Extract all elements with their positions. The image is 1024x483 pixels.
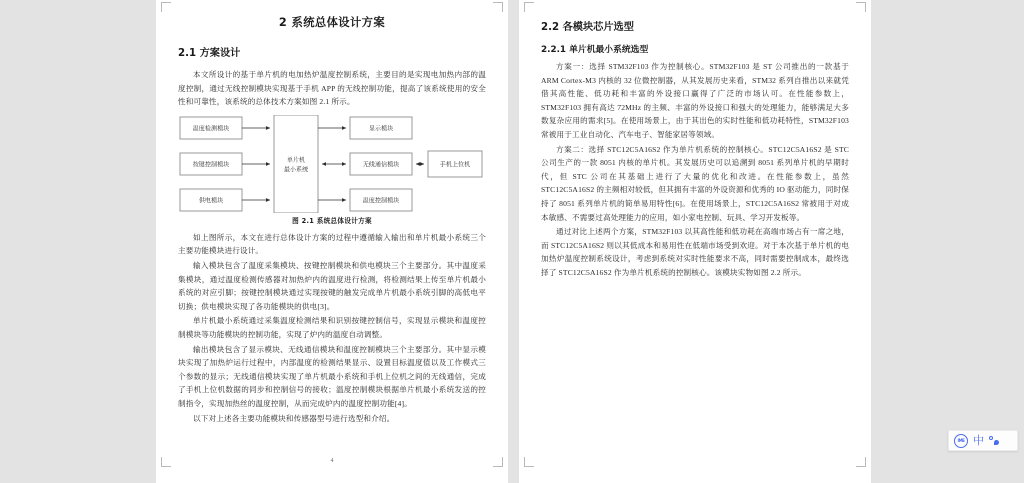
diagram-box-temp-control: 温度控制模块 xyxy=(362,197,400,205)
diagram-box-power-supply: 供电模块 xyxy=(198,197,224,205)
diagram-box-mcu-line2: 最小系统 xyxy=(283,166,309,174)
ime-language-mode-button[interactable]: 中 xyxy=(973,434,984,447)
paragraph: 单片机最小系统通过采集温度检测结果和识别按键控制信号，实现显示模块和温度控制模块等功能模块的控制功能，实现了炉内的温度自动调整。 xyxy=(178,316,486,339)
ime-toolbox-icon[interactable] xyxy=(989,435,1000,447)
section-title-2-2: 2.2 各模块芯片选型 xyxy=(541,22,634,33)
ime-logo-icon[interactable]: IME xyxy=(954,434,968,448)
paragraph: 方案二：选择 STC12C5A16S2 作为单片机系统的控制核心。STC12C5A16S2 是 STC 公司生产的一款 8051 内核的单片机。其发展历史可以追溯到 8051 系列单片机的早期时代，但 STC 公司在其基础上进行了大量的优化和改进。在性能参数上，虽然 STC12C5A16S2 的主频相对较低，但其拥有丰富的外设资源和优秀的 IO 驱动能力，同时保持了 8051 系列单片机的简单易用特性[6]。在使用场景上，STC12C5A16S2 常被用于对成本敏感、不需要过高处理能力的应用，如小家电控制、玩具、学习开发板等。 xyxy=(541,144,849,222)
document-page-left[interactable] xyxy=(156,0,508,483)
ime-floating-bar[interactable] xyxy=(948,430,1018,451)
document-page-right[interactable] xyxy=(519,0,871,483)
figure-caption: 图 2.1 系统总体设计方案 xyxy=(292,216,372,225)
diagram-box-key-control: 按键控制模块 xyxy=(192,161,230,169)
paragraph: 输入模块包含了温度采集模块、按键控制模块和供电模块三个主要部分。其中温度采集模块，通过温度检测传感器对加热炉内的温度进行检测，将检测结果上传至单片机最小系统的对应引脚；按键控制模块通过实现按键的触发完成单片机最小系统引脚的高低电平切换；供电模块实现了各功能模块的供电[3]。 xyxy=(178,260,486,311)
diagram-box-display: 显示模块 xyxy=(368,125,394,133)
chapter-title: 2 系统总体设计方案 xyxy=(278,16,386,29)
left-page-content xyxy=(178,8,486,426)
page-number: 4 xyxy=(330,457,334,464)
crop-mark-top-left xyxy=(161,2,171,12)
paragraph: 以下对上述各主要功能模块和传感器型号进行选型和介绍。 xyxy=(193,413,395,423)
diagram-box-phone-host: 手机上位机 xyxy=(439,161,471,169)
crop-mark-bottom-left xyxy=(524,457,534,467)
crop-mark-top-right xyxy=(493,2,503,12)
right-page-content xyxy=(541,8,849,281)
paragraph: 通过对比上述两个方案，STM32F103 以其高性能和低功耗在高端市场占有一席之地，而 STC12C5A16S2 则以其低成本和易用性在低端市场受到欢迎。对于本次基于单片机的电加热炉温度控制系统设计，考虑到系统对实时性能要求不高，同时需要控制成本，最终选择了 STC12C5A16S2 作为单片机系统的控制核心。该模块实物如图 2.2 所示。 xyxy=(541,227,849,277)
paragraph: 输出模块包含了显示模块、无线通信模块和温度控制模块三个主要部分。其中显示模块实现了加热炉运行过程中，内部温度的检测结果显示、设置目标温度值以及工作模式三个参数的显示；无线通信模块实现了单片机最小系统和手机上位机之间的无线通信，完成了手机上位机数据的同步和控制信号的接收；温度控制模块根据单片机最小系统发送的控制指令，实现加热丝的温度控制，从而完成炉内的温度控制功能[4]。 xyxy=(178,344,486,408)
figure-system-block-diagram xyxy=(178,115,486,213)
paragraph: 本文所设计的基于单片机的电加热炉温度控制系统，主要目的是实现电加热内部的温度控制，通过无线控制模块实现基于手机 APP 的无线控制功能，提高了该系统使用的安全性和可靠性，该系统的总体技术方案如图 2.1 所示。 xyxy=(178,70,486,107)
crop-mark-top-right xyxy=(856,2,866,12)
paragraph: 如上图所示，本文在进行总体设计方案的过程中遵循输入输出和单片机最小系统三个主要功能模块进行设计。 xyxy=(178,232,486,256)
paragraph: 方案一：选择 STM32F103 作为控制核心。STM32F103 是 ST 公司推出的一款基于 ARM Cortex-M3 内核的 32 位微控制器，从其发展历史来看，STM32 系列自推出以来就凭借其高性能、低功耗和丰富的外设接口赢得了广泛的市场认可。在性能参数上，STM32F103 拥有高达 72MHz 的主频、丰富的外设接口和强大的处理能力，能够满足大多数复杂应用的需求[5]。在使用场景上，由于其出色的实时性能和低功耗特性，STM32F103 常被用于工业自动化、汽车电子、智能家居等领域。 xyxy=(541,62,849,139)
section-title-2-1: 2.1 方案设计 xyxy=(178,48,241,59)
diagram-box-wireless: 无线通信模块 xyxy=(362,161,400,169)
block-diagram-svg xyxy=(178,115,486,213)
subsection-title-2-2-1: 2.2.1 单片机最小系统选型 xyxy=(541,45,649,55)
crop-mark-bottom-right xyxy=(856,457,866,467)
diagram-box-temp-detect: 温度检测模块 xyxy=(192,125,230,133)
crop-mark-top-left xyxy=(524,2,534,12)
diagram-box-mcu-line1: 单片机 xyxy=(286,156,306,164)
